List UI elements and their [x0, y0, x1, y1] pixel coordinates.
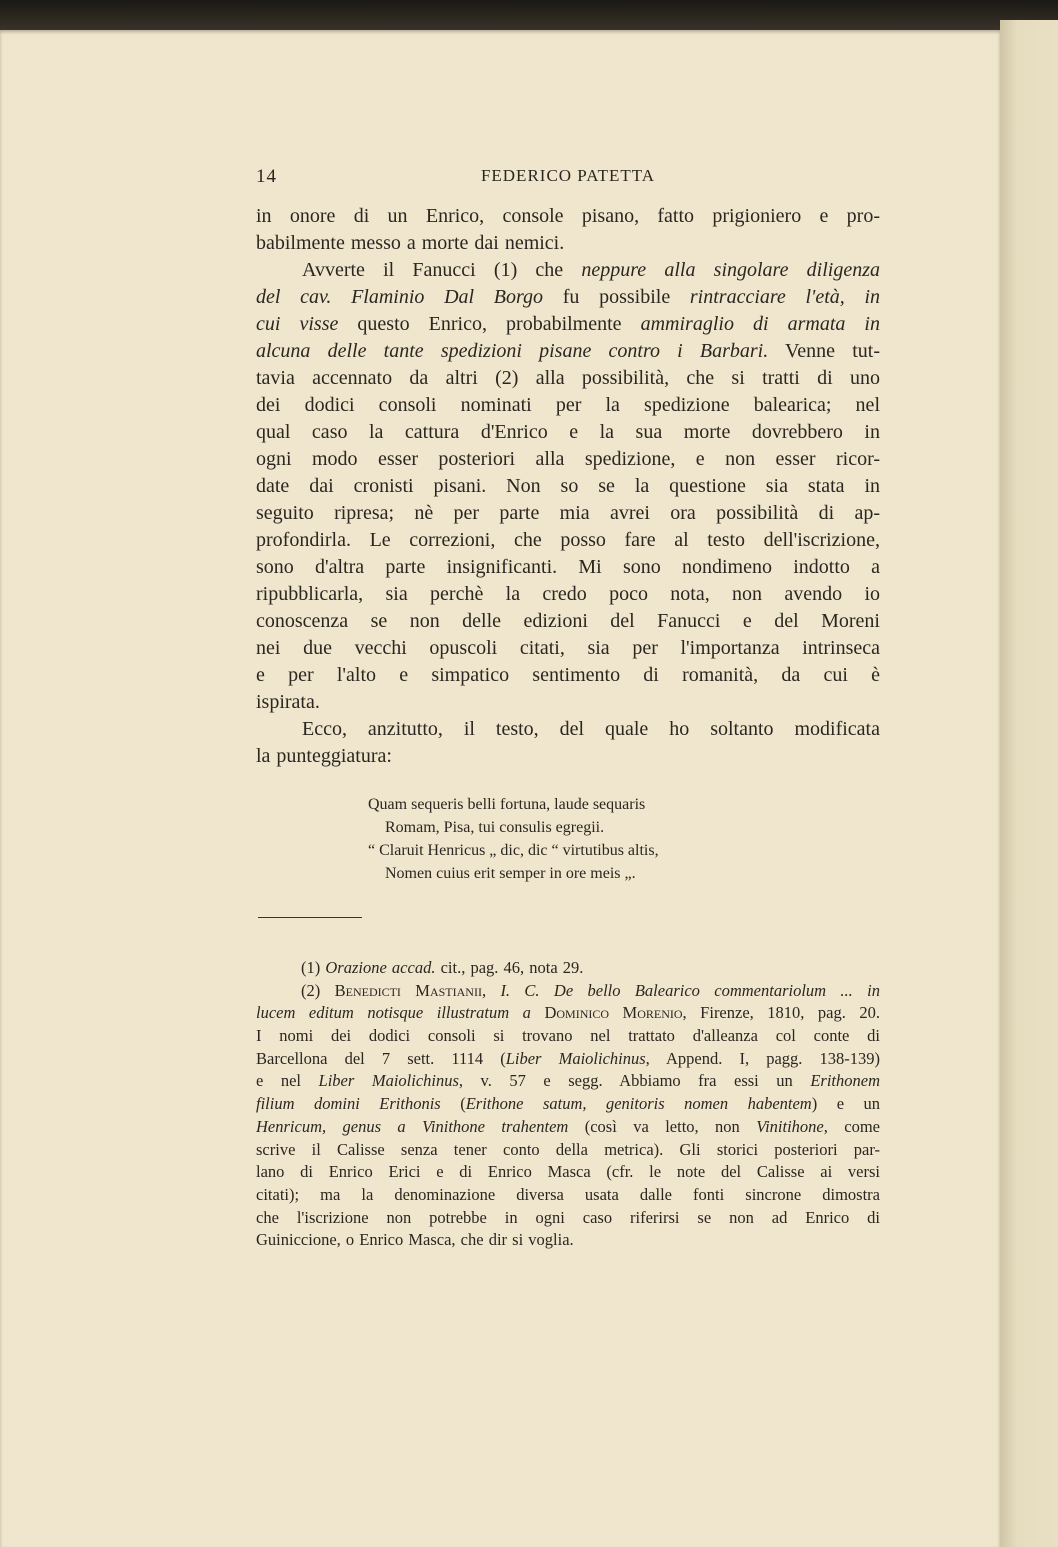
text-run: nei due vecchi opuscoli citati, sia per l'importanza intrinseca — [256, 637, 880, 659]
footnote-line — [256, 1025, 880, 1048]
text-run: seguito ripresa; nè per parte mia avrei ora possibilità di ap- — [256, 502, 880, 524]
italic-text: Erithonem — [810, 1071, 880, 1091]
body-line — [256, 257, 880, 284]
text-run: (1) — [301, 958, 326, 977]
text-run: ( — [440, 1094, 466, 1114]
scan-background — [0, 0, 1058, 32]
text-run: , — [481, 980, 501, 1000]
running-title: FEDERICO PATETTA — [480, 166, 656, 185]
italic-text: rintracciare l'età, in — [689, 286, 880, 308]
italic-text: Erithone satum, genitoris nomen habentem — [465, 1094, 812, 1114]
text-run: Barcellona del 7 sett. 1114 ( — [256, 1048, 506, 1068]
italic-text: alcuna delle tante spedizioni pisane contro i Barbari. — [256, 340, 769, 362]
text-run: I nomi dei dodici consoli si trovano nel trattato d'alleanza col conte di — [256, 1026, 880, 1046]
footnote-line — [256, 1116, 880, 1139]
body-line — [256, 284, 880, 311]
running-header — [256, 166, 880, 190]
footnotes — [256, 957, 880, 1252]
text-run: Venne tut- — [768, 340, 880, 362]
body-text — [256, 203, 880, 770]
text-run: e per l'alto e simpatico sentimento di romanità, da cui è — [256, 664, 880, 686]
page-number: 14 — [256, 166, 277, 187]
next-page-edge — [1000, 20, 1058, 1547]
text-run: citati); ma la denominazione diversa usata dalle fonti sincrone dimostra — [256, 1184, 880, 1204]
footnote-line — [256, 1139, 880, 1162]
body-line — [256, 662, 880, 689]
text-run: sono d'altra parte insignificanti. Mi sono nondimeno indotto a — [256, 556, 880, 578]
footnote-line — [256, 1048, 880, 1071]
text-run: che l'iscrizione non potrebbe in ogni caso riferirsi se non ad Enrico di — [256, 1207, 880, 1227]
body-line — [256, 392, 880, 419]
text-run: profondirla. Le correzioni, che posso fare al testo dell'iscrizione, — [256, 529, 880, 551]
body-line — [256, 527, 880, 554]
italic-text: Henricum, genus a Vinithone trahentem — [256, 1116, 569, 1136]
verse-line: “ Claruit Henricus „ dic, dic “ virtutibus altis, — [368, 842, 659, 859]
text-run: questo Enrico, probabilmente — [338, 313, 641, 335]
italic-text: I. C. De bello Balearico commentariolum ... in — [500, 980, 880, 1000]
body-line — [256, 230, 880, 257]
body-line — [256, 635, 880, 662]
text-run: (così va letto, non — [568, 1116, 757, 1136]
verse-line: Quam sequeris belli fortuna, laude sequaris — [368, 796, 646, 813]
verse-line: Nomen cuius erit semper in ore meis „. — [385, 865, 636, 882]
italic-text: Liber Maiolichinus — [318, 1071, 459, 1091]
text-run: ripubblicarla, sia perchè la credo poco nota, non avendo io — [256, 583, 880, 605]
text-run: in onore di un Enrico, console pisano, fatto prigioniero e pro- — [256, 205, 880, 227]
text-run: , Append. I, pagg. 138-139) — [645, 1048, 880, 1068]
body-line — [256, 311, 880, 338]
text-run: Avverte il Fanucci (1) che — [302, 259, 582, 281]
footnote-line — [256, 1229, 880, 1252]
body-line — [256, 689, 880, 716]
text-run: (2) — [301, 980, 335, 1000]
body-line — [256, 203, 880, 230]
footnote-line — [256, 1070, 880, 1093]
body-line — [256, 500, 880, 527]
italic-text: cui visse — [256, 313, 339, 335]
body-line — [256, 338, 880, 365]
footnote-rule — [258, 917, 362, 918]
italic-text: lucem editum notisque illustratum a — [256, 1003, 531, 1023]
italic-text: neppure alla singolare diligenza — [581, 259, 880, 281]
text-run: cit., pag. 46, nota 29. — [435, 958, 584, 977]
body-line — [256, 554, 880, 581]
footnote-line — [256, 1002, 880, 1025]
body-line — [256, 716, 880, 743]
inscription-verse — [368, 793, 659, 885]
text-run: qual caso la cattura d'Enrico e la sua morte dovrebbero in — [256, 421, 880, 443]
text-run: ispirata. — [256, 691, 320, 713]
verse-line: Romam, Pisa, tui consulis egregii. — [385, 819, 605, 836]
text-run: ogni modo esser posteriori alla spedizione, e non esser ricor- — [256, 448, 880, 470]
italic-text: del cav. Flaminio Dal Borgo — [256, 286, 544, 308]
italic-text: ammiraglio di armata in — [640, 313, 880, 335]
italic-text: Vinitihone — [756, 1116, 824, 1136]
text-run: Guiniccione, o Enrico Masca, che dir si voglia. — [256, 1230, 574, 1250]
italic-text: Orazione accad. — [325, 958, 436, 977]
footnote-line — [256, 1093, 880, 1116]
text-run: babilmente messo a morte dai nemici. — [256, 232, 565, 254]
text-run: scrive il Calisse senza tener conto della metrica). Gli storici posteriori par- — [256, 1139, 880, 1159]
body-line — [256, 473, 880, 500]
text-run — [531, 1003, 545, 1022]
text-run: , Firenze, 1810, pag. 20. — [682, 1003, 880, 1023]
body-line — [256, 419, 880, 446]
text-run: dei dodici consoli nominati per la spedizione balearica; nel — [256, 394, 880, 416]
text-run: Ecco, anzitutto, il testo, del quale ho soltanto modificata — [302, 718, 880, 740]
footnote-line — [256, 1207, 880, 1230]
text-run: , v. 57 e segg. Abbiamo fra essi un — [458, 1071, 811, 1091]
italic-text: Liber Maiolichinus — [505, 1048, 646, 1068]
footnote-line — [256, 980, 880, 1003]
footnote-line — [256, 1161, 880, 1184]
italic-text: filium domini Erithonis — [256, 1094, 441, 1114]
body-line — [256, 446, 880, 473]
text-run: fu possibile — [543, 286, 690, 308]
text-run: ) e un — [811, 1094, 881, 1114]
text-run: , come — [823, 1116, 880, 1136]
body-line — [256, 608, 880, 635]
footnote-line — [256, 957, 880, 980]
text-run: lano di Enrico Erici e di Enrico Masca (cfr. le note del Calisse ai versi — [256, 1162, 880, 1182]
text-run: la punteggiatura: — [256, 745, 392, 767]
small-caps-name: Benedicti Mastianii — [334, 980, 482, 1000]
body-line — [256, 581, 880, 608]
text-run: tavia accennato da altri (2) alla possibilità, che si tratti di uno — [256, 367, 880, 389]
text-run: e nel — [256, 1071, 319, 1091]
body-line — [256, 365, 880, 392]
body-line — [256, 743, 880, 770]
text-run: conoscenza se non delle edizioni del Fanucci e del Moreni — [256, 610, 880, 632]
footnote-line — [256, 1184, 880, 1207]
text-run: date dai cronisti pisani. Non so se la questione sia stata in — [256, 475, 880, 497]
small-caps-name: Dominico Morenio — [544, 1003, 683, 1023]
